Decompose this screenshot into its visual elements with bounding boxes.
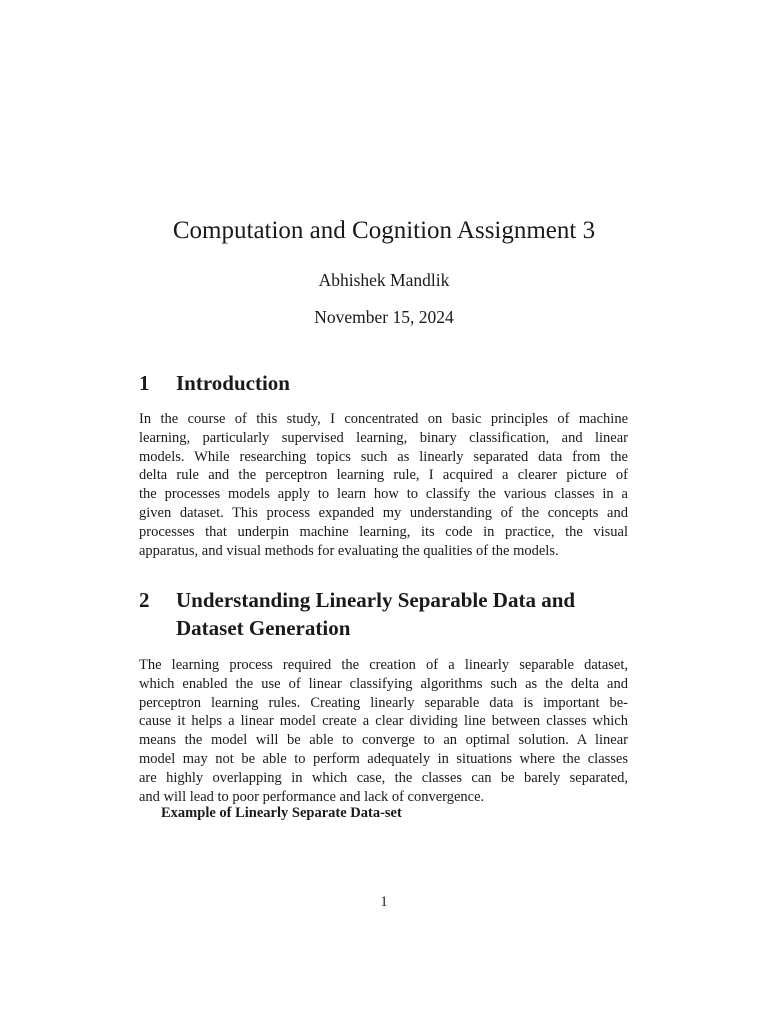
paragraph-line: learning, particularly supervised learning, binary classification, and linear bbox=[139, 429, 628, 446]
section-title-line: Dataset Generation bbox=[176, 616, 351, 640]
paragraph-line: and will lead to poor performance and lack of convergence. bbox=[139, 788, 485, 805]
document-title: Computation and Cognition Assignment 3 bbox=[172, 217, 596, 244]
section-heading-introduction bbox=[139, 369, 659, 397]
section-title-line: Understanding Linearly Separable Data and bbox=[176, 588, 576, 612]
paragraph-line: means the model will be able to converge to an optimal solution. A linear bbox=[139, 732, 628, 749]
example-caption: Example of Linearly Separate Data-set bbox=[161, 805, 402, 821]
paragraph-line: apparatus, and visual methods for evaluating the qualities of the models. bbox=[139, 542, 559, 559]
paragraph-line: are highly overlapping in which case, the classes can be barely separated, bbox=[139, 769, 628, 786]
section-number: 2 bbox=[139, 588, 150, 612]
document-date: November 15, 2024 bbox=[314, 307, 454, 327]
paragraph-line: given dataset. This process expanded my understanding of the concepts and bbox=[139, 504, 628, 521]
document-author: Abhishek Mandlik bbox=[318, 270, 450, 290]
page-number: 1 bbox=[380, 894, 388, 910]
paragraph-line: cause it helps a linear model create a clear dividing line between classes which bbox=[139, 713, 628, 730]
paragraph-line: delta rule and the perceptron learning rule, I acquired a clearer picture of bbox=[139, 467, 628, 484]
linearly-separable-paragraph bbox=[139, 656, 628, 806]
section-title: Introduction bbox=[176, 371, 290, 395]
section-title bbox=[176, 586, 659, 642]
paragraph-line: models. While researching topics such as linearly separated data from the bbox=[139, 448, 628, 465]
paragraph-line: the processes models apply to learn how to classify the various classes in a bbox=[139, 486, 628, 503]
paragraph-line: In the course of this study, I concentrated on basic principles of machine bbox=[139, 411, 628, 427]
section-number: 1 bbox=[139, 371, 150, 395]
paragraph-line: The learning process required the creation of a linearly separable dataset, bbox=[139, 657, 628, 673]
introduction-paragraph bbox=[139, 410, 628, 560]
paragraph-line: processes that underpin machine learning, its code in practice, the visual bbox=[139, 523, 628, 540]
paragraph-line: perceptron learning rules. Creating linearly separable data is important be- bbox=[139, 694, 628, 711]
section-heading-linearly-separable-data bbox=[139, 586, 659, 642]
paragraph-line: which enabled the use of linear classifying algorithms such as the delta and bbox=[139, 675, 628, 692]
paragraph-line: model may not be able to perform adequately in situations where the classes bbox=[139, 750, 628, 767]
